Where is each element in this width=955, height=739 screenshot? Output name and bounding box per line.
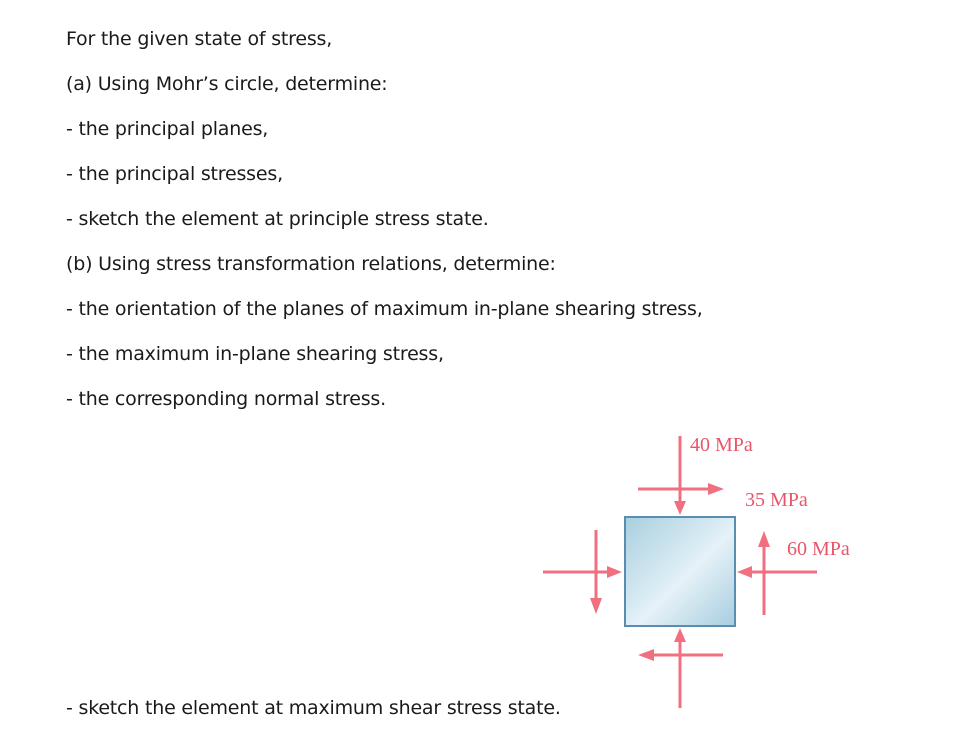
problem-line-orientation: - the orientation of the planes of maximum in-plane shearing stress, (66, 298, 703, 320)
problem-line-sketch-max-shear: - sketch the element at maximum shear stress state. (66, 697, 561, 719)
left-normal-stress-arrow (543, 566, 622, 578)
problem-line-normal-stress: - the corresponding normal stress. (66, 388, 386, 410)
stress-element-square (625, 517, 735, 626)
problem-line-part-a: (a) Using Mohr’s circle, determine: (66, 73, 388, 95)
top-normal-stress-arrow (674, 436, 686, 515)
right-normal-stress-arrow (737, 566, 817, 578)
problem-line-part-b: (b) Using stress transformation relations, determine: (66, 253, 556, 275)
problem-line-intro: For the given state of stress, (66, 28, 333, 50)
bottom-normal-stress-arrow (674, 628, 686, 708)
label-horizontal-stress: 60 MPa (787, 538, 850, 560)
problem-line-sketch-principal: - sketch the element at principle stress state. (66, 208, 489, 230)
problem-line-principal-stresses: - the principal stresses, (66, 163, 283, 185)
problem-line-principal-planes: - the principal planes, (66, 118, 269, 140)
problem-line-max-shear: - the maximum in-plane shearing stress, (66, 343, 444, 365)
label-vertical-stress: 40 MPa (690, 434, 753, 456)
label-shear-stress: 35 MPa (745, 489, 808, 511)
